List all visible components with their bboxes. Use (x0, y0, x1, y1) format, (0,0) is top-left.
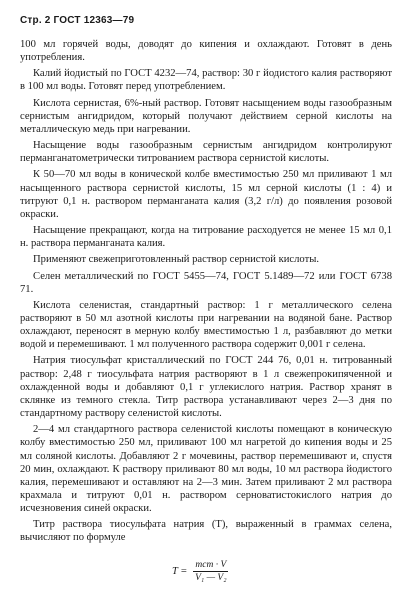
formula-denominator: V₁ — V₂ (195, 573, 227, 583)
formula-numerator: mст · V (195, 560, 227, 570)
paragraph-titration-procedure: К 50—70 мл воды в конической колбе вместимостью 250 мл приливают 1 мл насыщенного раствора сернистой кислоты, 15 мл серной кислоты (1 : 4) и титруют 0,1 н. раствором перманганата калия (3,2 г/л) до появления розовой окраски. (20, 169, 392, 220)
paragraph-saturation-control: Насыщение воды газообразным сернистым ангидридом контролируют перманганатометрически титрованием раствора сернистой кислоты. (20, 140, 392, 165)
paragraph-sodium-thiosulfate: Натрия тиосульфат кристаллический по ГОСТ 244 76, 0,01 н. титрованный раствор: 2,48 г тиосульфата натрия растворяют в 1 л свежепрокипяченной и охлажденной воды и добавляют 0,1 г углекислого натрия. Раствор хранят в склянке из темного стекла. Титр раствора устанавливают через 2—3 дня по стандартному раствору селенистой кислоты. (20, 355, 392, 420)
paragraph-selenious-acid: Кислота селенистая, стандартный раствор: 1 г металлического селена растворяют в 50 мл азотной кислоты при нагревании на водяной бане. Раствор охлаждают, переносят в мерную колбу вместимостью 1 л, разбавляют до метки водой и перемешивают. 1 мл полученного раствора содержит 0,001 г селена. (20, 299, 392, 351)
formula-fraction (193, 560, 228, 583)
titer-formula (172, 560, 228, 583)
formula-lhs: T = (172, 566, 188, 577)
page-header: Стр. 2 ГОСТ 12363—79 (20, 15, 135, 26)
paragraph-continuation: 100 мл горячей воды, доводят до кипения и охлаждают. Готовят в день употребления. (20, 39, 392, 64)
paragraph-saturation-stop: Насыщение прекращают, когда на титрование расходуется не менее 15 мл 0,1 н. раствора перманганата калия. (20, 225, 392, 250)
paragraph-fresh-solution: Применяют свежеприготовленный раствор сернистой кислоты. (33, 254, 319, 266)
paragraph-potassium-iodide: Калий йодистый по ГОСТ 4232—74, раствор: 30 г йодистого калия растворяют в 100 мл воды. Готовят перед употреблением. (20, 68, 392, 93)
body-text (20, 38, 392, 548)
paragraph-sulfurous-acid: Кислота сернистая, 6%-ный раствор. Готовят насыщением воды газообразным сернистым ангидридом, который получают действием серной кислоты на металлическую медь при нагревании. (20, 97, 392, 135)
paragraph-titer-procedure: 2—4 мл стандартного раствора селенистой кислоты помещают в коническую колбу вместимостью 250 мл, приливают 100 мл нагретой до кипения воды и 25 мл соляной кислоты. Добавляют 2 г мочевины, раствор перемешивают и, спустя 20 мин, охлаждают. К раствору приливают 80 мл воды, 10 мл раствора йодистого калия, перемешивают и оставляют на 2—3 мин. Затем приливают 2 мл раствора крахмала и титруют 0,01 н. раствором серноватистокислого натрия до исчезновения синей окраски. (20, 424, 392, 515)
paragraph-formula-intro: Титр раствора тиосульфата натрия (T), выраженный в граммах селена, вычисляют по формуле (20, 519, 392, 544)
paragraph-selenium-metal: Селен металлический по ГОСТ 5455—74, ГОСТ 5.1489—72 или ГОСТ 6738 71. (20, 270, 392, 295)
